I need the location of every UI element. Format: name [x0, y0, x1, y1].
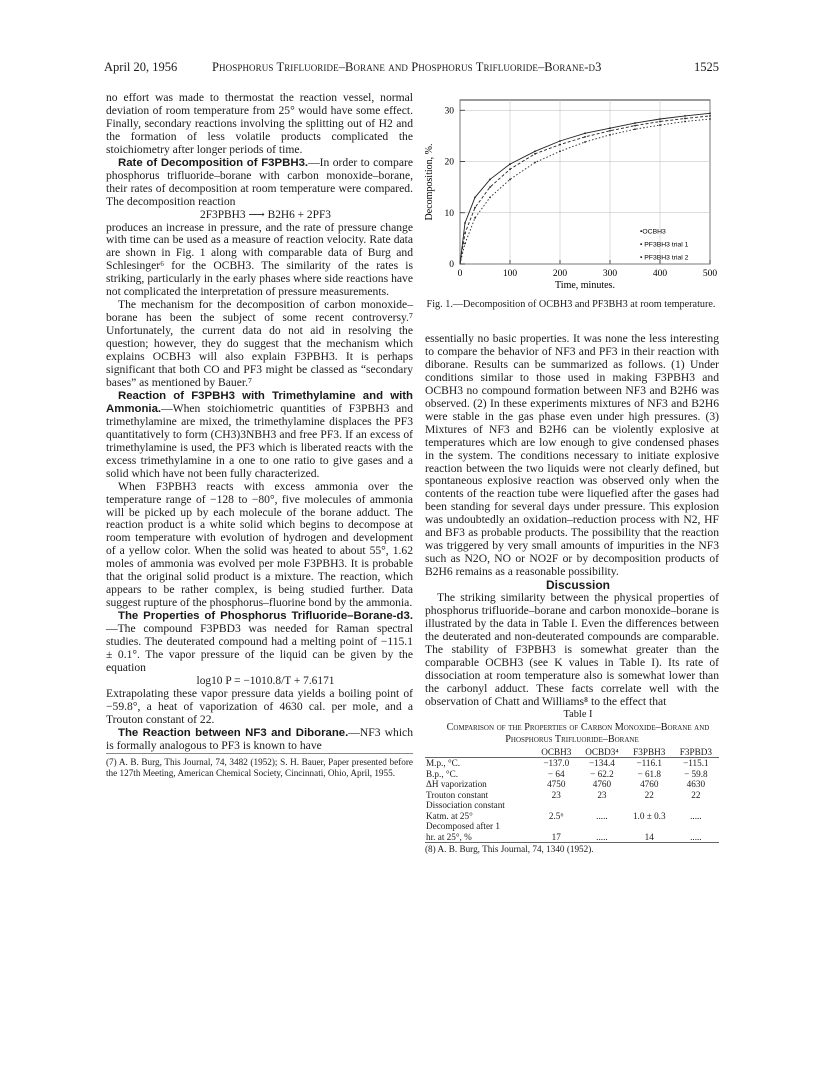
data-point [584, 132, 586, 134]
header-date: April 20, 1956 [104, 60, 178, 74]
legend-entry: • PF3BH3 trial 1 [640, 241, 689, 249]
x-axis-label: Time, minutes. [555, 280, 615, 291]
table-header-cell [425, 747, 535, 758]
properties-table [425, 747, 719, 844]
figure-1 [418, 92, 721, 332]
data-point [609, 130, 611, 132]
data-point [489, 186, 491, 188]
paragraph-prop [106, 610, 413, 675]
paragraph: The mechanism for the decomposition of carbon monoxide–borane has been the subject of some recent controversy.⁷ Unfortunately, the current data do not aid in resolving the question; however, they do suggest that the mechanism which explains OCBH3 will also explain F3PBH3. It is perhaps significant that both CO and PF3 might be classed as “secondary bases” as mentioned by Bauer.⁷ [106, 298, 413, 389]
data-point [534, 162, 536, 164]
left-column [106, 92, 413, 779]
paragraph: When F3PBH3 reacts with excess ammonia over the temperature range of −128 to −80°, five molecules of ammonia will be picked up by each molecule of the borane adduct. The reaction product is a white solid which begins to decompose at room temperature with evolution of hydrogen and development of a yellow color. When the solid was heated to about 55°, 1.62 moles of ammonia was evolved per mole F3PBH3. It is probable that the original solid product is a mixture. The reaction, which appears to be rather complex, is being studied further. Data suggest rupture of the phosphorus–fluorine bond by the ammonia. [106, 479, 413, 610]
table-cell: Decomposed after 1 [426, 821, 500, 832]
data-point [489, 179, 491, 181]
data-point [684, 115, 686, 117]
data-point [709, 112, 711, 114]
table-header-cell: OCBH3 [541, 746, 572, 757]
x-tick-label: 0 [457, 269, 463, 279]
y-tick-label: 30 [444, 106, 454, 117]
table-cell [535, 800, 579, 811]
data-point [584, 141, 586, 143]
data-point [684, 118, 686, 120]
table-row [425, 800, 719, 811]
data-point [659, 124, 661, 126]
table-cell: Dissociation constant [426, 800, 505, 811]
data-point [464, 232, 466, 234]
data-point [609, 127, 611, 129]
data-point [474, 217, 476, 219]
footnote: (7) A. B. Burg, This Journal, 74, 3482 (1952); S. H. Bauer, Paper presented before the 127th Meeting, American Chemical Society, Cincinnati, Ohio, April, 1955. [106, 753, 413, 779]
table-cell [535, 821, 579, 832]
table-cell: 14 [644, 831, 654, 842]
table-cell: − 61.8 [637, 768, 662, 779]
paragraph-text: —In order to compare phosphorus trifluoride–borane with carbon monoxide–borane, their rates of decomposition at room temperature were compared. The decomposition reaction [106, 155, 413, 208]
x-tick-label: 400 [652, 269, 668, 279]
y-axis-label: Decomposition, %. [424, 143, 435, 221]
paragraph: The striking similarity between the physical properties of phosphorus trifluoride–borane and carbon monoxide–borane is illustrated by the data in Table I. Even the differences between the deuterated and non-deuterated compounds are comparable. The stability of F3PBH3 is somewhat greater than the comparable OCBH3 (see K values in Table I). Its rate of dissociation at room temperature also is somewhat lower than the carbonyl adduct. These facts correlate well with the observation of Chatt and Williams⁸ to the effect that [425, 591, 719, 708]
footnote: (8) A. B. Burg, This Journal, 74, 1340 (1952). [425, 844, 594, 855]
data-point [464, 222, 466, 224]
data-point [634, 125, 636, 127]
data-point [709, 115, 711, 117]
legend-entry: •OCBH3 [640, 228, 666, 236]
right-column [425, 333, 719, 856]
x-tick-label: 100 [502, 269, 518, 279]
data-point [559, 144, 561, 146]
table-row [425, 769, 719, 780]
run-in-heading: Reaction of F3PBH3 with Trimethylamine and with Ammonia. [106, 389, 413, 415]
page-header [104, 60, 719, 78]
data-point [709, 118, 711, 120]
data-point [684, 121, 686, 123]
table-cell: M.p., °C. [426, 758, 461, 769]
y-tick-label: 0 [449, 260, 454, 270]
table-cell [673, 821, 719, 832]
run-in-heading: Rate of Decomposition of F3PBH3. [118, 156, 309, 169]
data-point [534, 150, 536, 152]
legend-entry: • PF3BH3 trial 2 [640, 254, 689, 262]
data-point [509, 179, 511, 181]
table-cell: ..... [690, 831, 702, 842]
table-cell: 4760 [640, 779, 659, 790]
paragraph: no effort was made to thermostat the reaction vessel, normal deviation of room temperature from 25° would have some effect. Finally, secondary reactions involving the splitting out of H2 and the formation of less volatile products complicated the stoichiometry after longer periods of time. [106, 91, 413, 156]
table-cell: 17 [551, 831, 561, 842]
paragraph-text: —NF3 which is formally analogous to PF3 is known to have [106, 725, 413, 752]
table-cell [578, 800, 626, 811]
paragraph-nf3 [106, 727, 413, 753]
data-point [609, 134, 611, 136]
table-row [425, 821, 719, 832]
data-point [559, 150, 561, 152]
table-row [425, 790, 719, 801]
table-cell: 23 [597, 789, 607, 800]
data-point [509, 168, 511, 170]
table-cell: 4630 [686, 779, 706, 790]
table-caption: Comparison of the Properties of Carbon Monoxide–Borane and Phosphorus Trifluoride–Borane [446, 721, 710, 745]
data-point [474, 207, 476, 209]
table-header-cell: OCBD3⁴ [585, 746, 619, 757]
table-header-cell: F3PBD3 [679, 746, 712, 757]
x-tick-label: 500 [702, 269, 718, 279]
section-heading-discussion: Discussion [545, 578, 611, 593]
paragraph: Extrapolating these vapor pressure data yields a boiling point of −59.8°, a heat of vaporization of 4630 cal. per mole, and a Trouton constant of 22. [106, 686, 413, 726]
paragraph-text: —When stoichiometric quantities of F3PBH3 and trimethylamine are mixed, the trimethylamine displaces the PF3 quantitatively to form (CH3)3NBH3 and free PF3. If an excess of trimethylamine is used, the PF3 which is liberated reacts with the excess trimethylamine in a one to one ratio to give gases and a solid which have not been fully characterized. [106, 401, 413, 480]
equation: 2F3PBH3 ⟶ B2H6 + 2PF3 [200, 208, 331, 221]
plot-frame [460, 100, 710, 264]
x-tick-label: 300 [602, 269, 618, 279]
table-cell: 1.0 ± 0.3 [632, 810, 666, 821]
table-cell: ..... [690, 810, 702, 821]
table-cell [626, 800, 673, 811]
x-tick-label: 200 [552, 269, 568, 279]
data-point [659, 121, 661, 123]
table-cell: − 62.2 [590, 768, 614, 779]
figure-caption: Fig. 1.—Decomposition of OCBH3 and PF3BH3 at room temperature. [426, 299, 716, 310]
table-row [425, 779, 719, 790]
table-cell [673, 800, 719, 811]
data-point [659, 118, 661, 120]
data-point [534, 153, 536, 155]
header-title: Phosphorus Trifluoride–Borane and Phosphorus Trifluoride–Borane-d3 [212, 60, 602, 74]
data-point [634, 122, 636, 124]
table-cell: 22 [644, 789, 654, 800]
table-cell [578, 821, 626, 832]
table-cell: hr. at 25°, % [426, 831, 472, 842]
table-cell: −115.1 [683, 758, 709, 769]
table-cell: Trouton constant [426, 789, 489, 800]
table-cell: −134.4 [588, 758, 615, 769]
table-cell: ΔH vaporization [426, 779, 487, 790]
table-header-cell: F3PBH3 [633, 746, 666, 757]
table-row [425, 832, 719, 843]
table-cell: Katm. at 25° [426, 810, 473, 821]
equation: log10 P = −1010.8/T + 7.6171 [196, 674, 335, 687]
data-point [489, 196, 491, 198]
table-row [425, 758, 719, 769]
run-in-heading: The Properties of Phosphorus Trifluoride–Borane-d3. [118, 610, 413, 623]
data-point [584, 136, 586, 138]
data-point [464, 243, 466, 245]
table-cell: 4760 [592, 779, 612, 790]
table-cell: 22 [691, 789, 701, 800]
table-cell: −137.0 [543, 758, 570, 769]
decomposition-chart [418, 92, 721, 297]
table-cell: 23 [551, 789, 561, 800]
table-cell: − 64 [547, 768, 565, 779]
table-cell: B.p., °C. [426, 768, 459, 779]
table-cell: −116.1 [636, 758, 663, 769]
table-cell [626, 821, 673, 832]
table-cell: 4750 [547, 779, 566, 790]
y-tick-label: 20 [444, 157, 454, 168]
table-row [425, 811, 719, 822]
data-point [559, 140, 561, 142]
data-point [634, 128, 636, 130]
table-cell: ..... [596, 810, 608, 821]
y-tick-label: 10 [444, 208, 454, 219]
paragraph: essentially no basic properties. It was none the less interesting to compare the behavior of NF3 and PF3 in their reaction with diborane. Results can be summarized as follows. (1) Under conditions similar to those used in making F3PBH3 and OCBH3 no compound formation between NF3 and B2H6 was observed. (2) In these experiments mixtures of NF3 and B2H6 were stable in the gas phase even under high pressures. (3) Mixtures of NF3 and B2H6 can be violently explosive at temperatures which are low enough to give condensed phases in the system. The conditions necessary to initiate explosive reaction between the two liquids were not clearly defined, but spontaneous explosive reaction was observed only when the contents of the reaction tube were liquefied after the gases had been standing for several days under pressure. This explosion was undoubtedly an oxidation–reduction process with N2, HF and BF3 as probable products. The possibility that the reaction was triggered by very small amounts of impurities in the NF3 such as N2O, NO or NO2F or by decomposition products of B2H6 remains as a reasonable possibility. [425, 332, 719, 579]
paragraph-text: —The compound F3PBD3 was needed for Raman spectral studies. The deuterated compound had a melting point of −115.1 ± 0.1°. The vapor pressure of the liquid can be given by the equation [106, 622, 413, 674]
table-header-row [425, 747, 719, 758]
paragraph-amm [106, 390, 413, 481]
run-in-heading: The Reaction between NF3 and Diborane. [118, 726, 349, 739]
table-title: Table I [563, 708, 593, 720]
paragraph: produces an increase in pressure, and the rate of pressure change with time can be used as a measure of reaction velocity. Rate data are shown in Fig. 1 along with comparable data of Burg and Schlesinger⁶ for the OCBH3. The similarity of the rates is striking, particularly in the early phases where side reactions have not complicated the interpretation of pressure measurements. [106, 220, 413, 299]
paragraph-rate [106, 157, 413, 209]
data-point [474, 196, 476, 198]
table-cell: 2.5⁶ [548, 810, 564, 821]
table-cell: − 59.8 [684, 768, 708, 779]
table-cell: ..... [596, 831, 608, 842]
header-page-number: 1525 [694, 60, 719, 74]
data-point [509, 163, 511, 165]
